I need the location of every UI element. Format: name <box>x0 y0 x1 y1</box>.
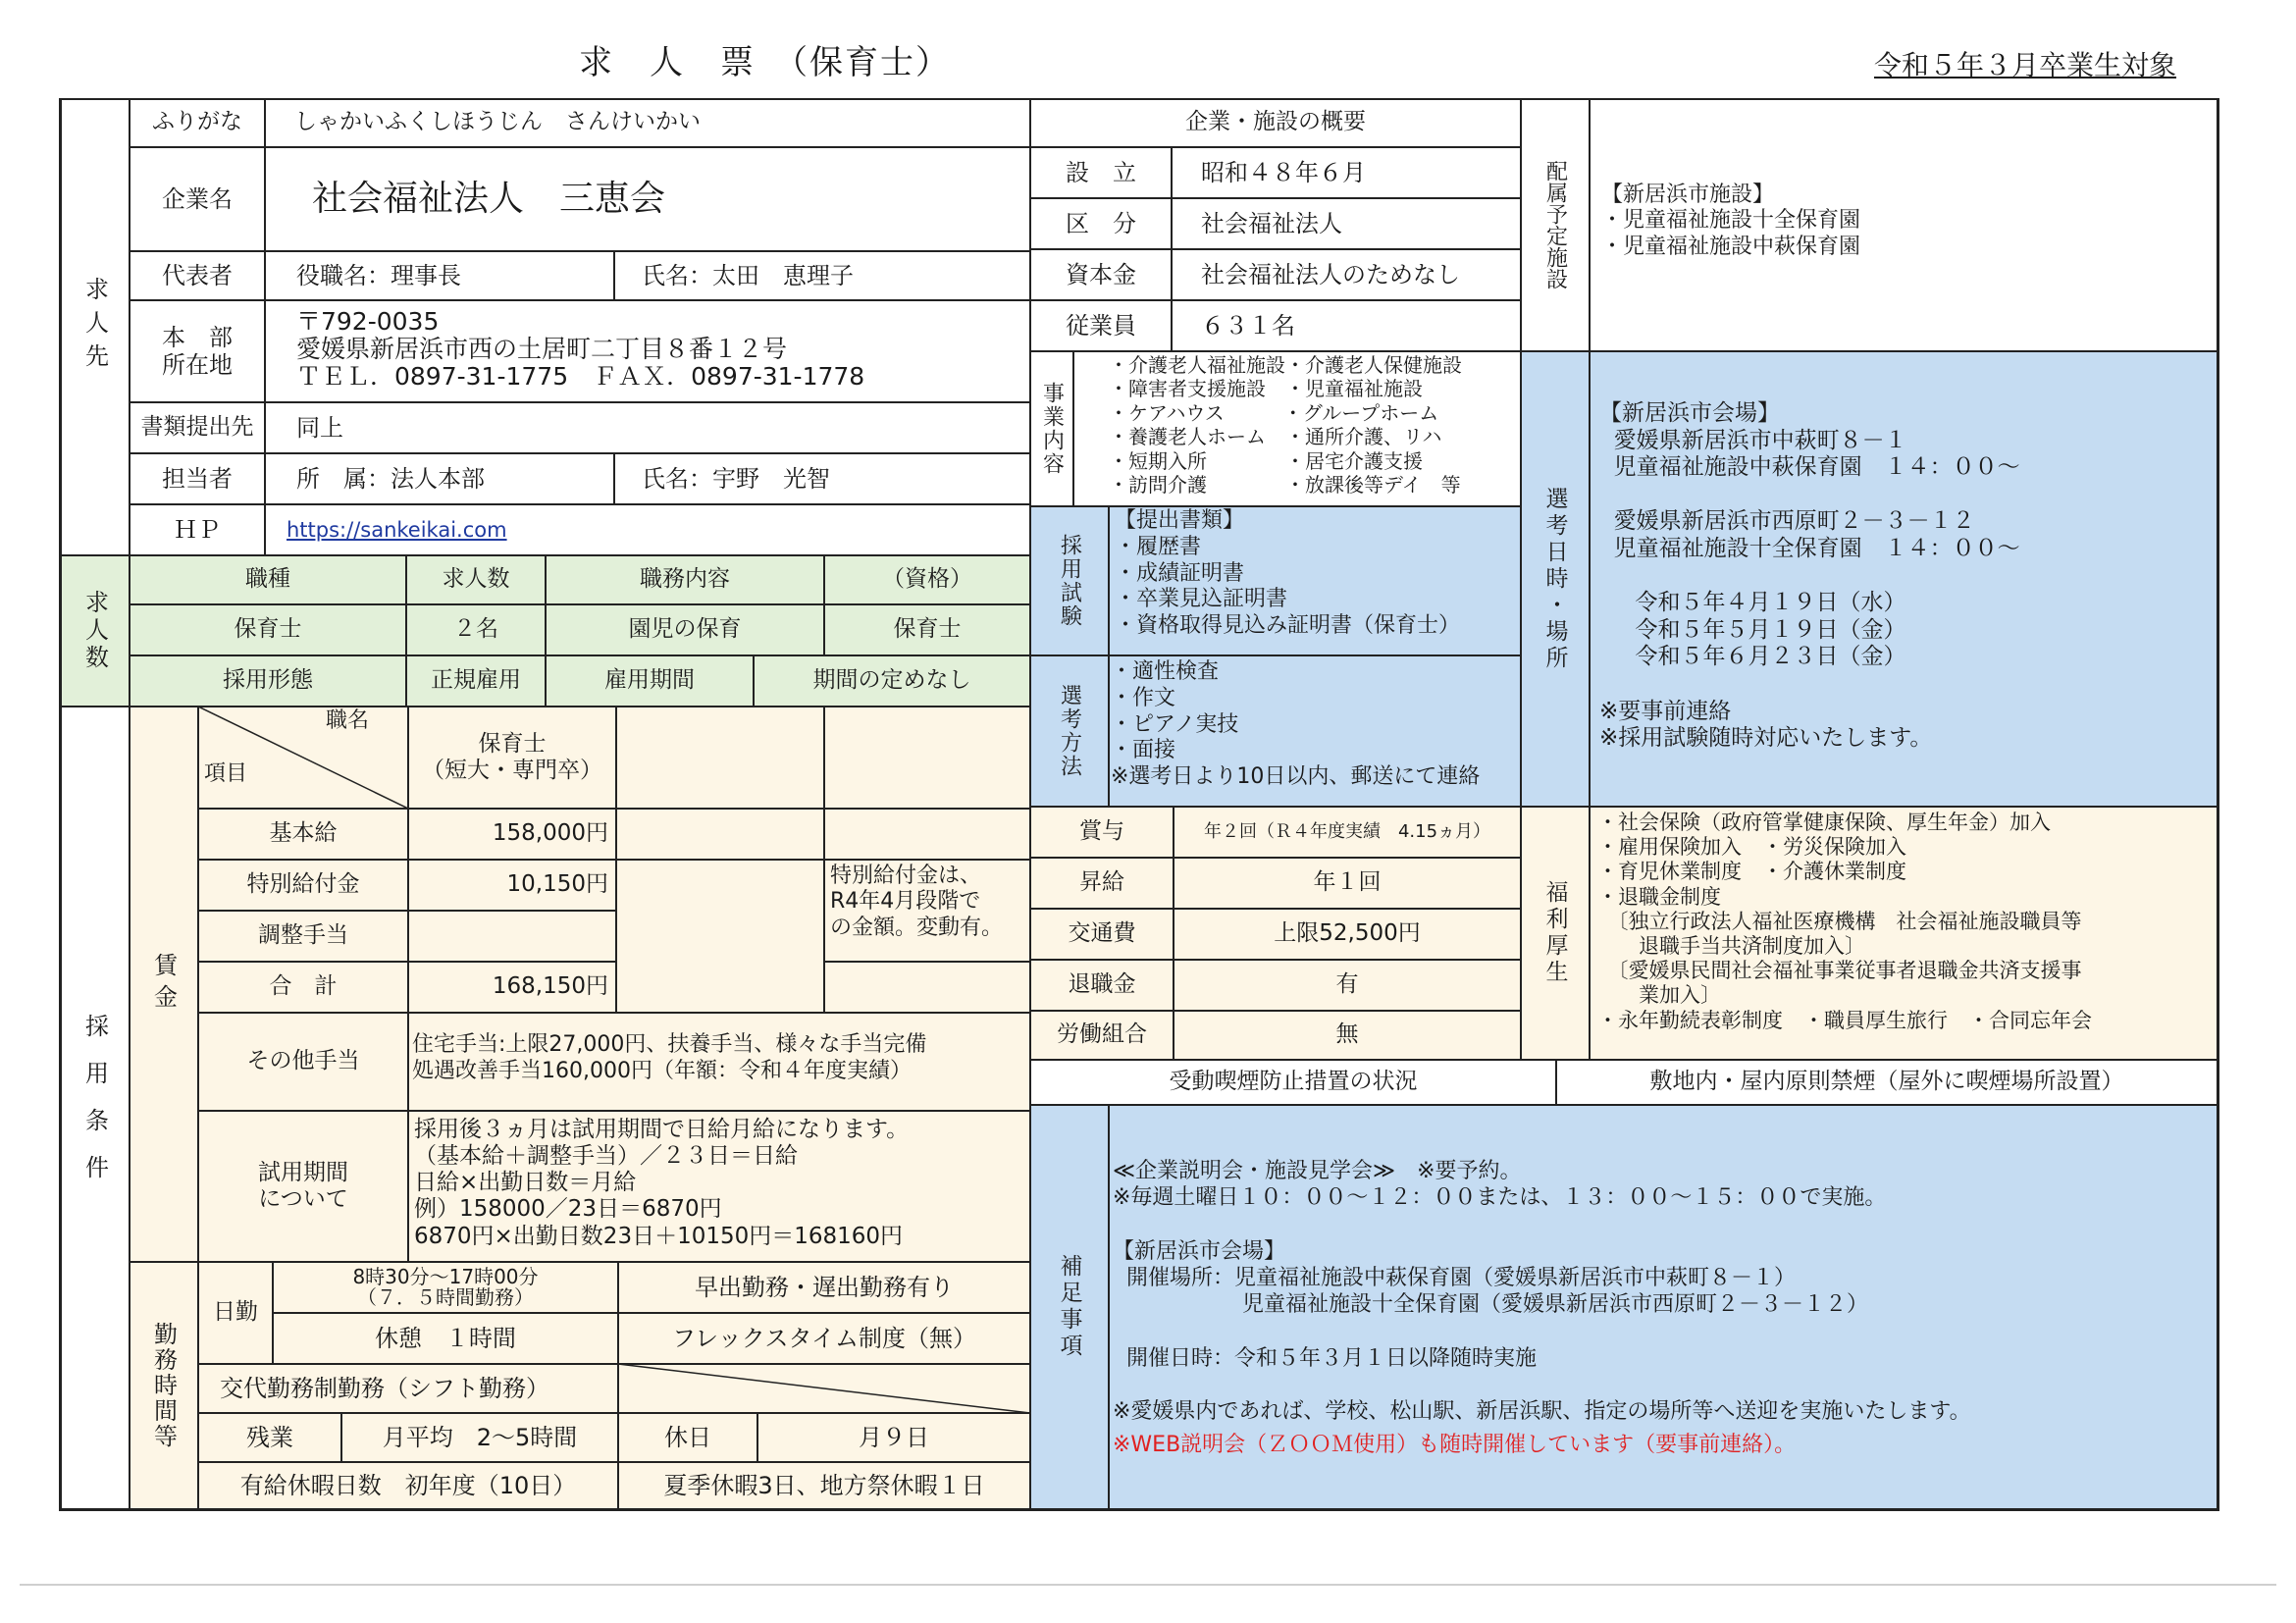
contact-name: 氏名：宇野 光智 <box>642 464 830 493</box>
fukuri-label: 福利厚生 <box>1541 880 1568 986</box>
smoking-label: 受動喫煙防止措置の状況 <box>1169 1069 1418 1095</box>
documents-list: 【提出書類】 ・履歴書 ・成績証明書 ・卒業見込証明書 ・資格取得見込み証明書（保育士） <box>1115 508 1461 639</box>
ov-label-3: 従業員 <box>1066 311 1136 340</box>
wage-blank-0 <box>616 809 824 860</box>
notes-red-text: ※WEB説明会（ＺＯＯＭ使用）も随時開催しています（要事前連絡）。 <box>1113 1433 1797 1457</box>
ben-value-1: 年１回 <box>1313 869 1382 896</box>
op-r0-text: 保育士 <box>234 616 302 643</box>
ben-value-2: 上限52,500円 <box>1274 920 1421 947</box>
flex-time: フレックスタイム制度（無） <box>671 1324 977 1352</box>
ov-value-2: 社会福祉法人のためなし <box>1201 260 1460 288</box>
wage-value-2 <box>408 911 616 962</box>
overtime-label: 残業 <box>246 1423 293 1451</box>
blank-col-b <box>824 707 1030 809</box>
overview-heading: 企業・施設の概要 <box>1185 109 1366 135</box>
contact-label: 担当者 <box>162 464 233 493</box>
kyujinsaki-label: 求人先 <box>80 277 109 377</box>
saiyo-label: 採用条件 <box>80 1014 109 1202</box>
break-time: 休憩 １時間 <box>375 1324 516 1352</box>
ov-label-1: 区 分 <box>1066 209 1136 237</box>
early-late: 早出勤務・遅出勤務有り <box>695 1273 954 1301</box>
op-h1-text: 求人数 <box>442 566 510 593</box>
wage-value-1: 10,150円 <box>506 871 608 898</box>
wage-label-0: 基本給 <box>269 820 338 847</box>
ov-value-1: 社会福祉法人 <box>1201 209 1342 237</box>
period-value: 期間の定めなし <box>812 667 971 694</box>
rep-label: 代表者 <box>162 261 233 289</box>
assignment-text: 【新居浜市施設】 ・児童福祉施設十全保育園 ・児童福祉施設中萩保育園 <box>1601 183 1861 259</box>
holiday-label: 休日 <box>664 1423 711 1451</box>
ben-value-4: 無 <box>1335 1021 1359 1048</box>
op-r1-text: ２名 <box>453 616 498 643</box>
op-h3-text: （資格） <box>882 566 972 593</box>
shokumei-label: 職名 <box>326 708 370 733</box>
ben-value-3: 有 <box>1335 971 1359 998</box>
page-bottom-line <box>20 1584 2276 1586</box>
wage-blank-col-mid <box>616 860 824 1013</box>
wage-blank3 <box>824 962 1030 1013</box>
corner-diagonal <box>198 707 408 809</box>
target-label: 令和５年３月卒業生対象 <box>1874 49 2177 81</box>
hq-label: 本 部 所在地 <box>162 323 233 379</box>
business-list: ・介護老人福祉施設・介護老人保健施設 ・障害者支援施設 ・児童福祉施設 ・ケアハウス ・グループホーム ・養護老人ホーム ・通所介護、リハ ・短期入所 ・居宅介護支援 ・訪問介護 ・放課後等デイ 等 <box>1109 353 1462 497</box>
ben-label-0: 賞与 <box>1079 818 1124 845</box>
other-label: その他手当 <box>246 1048 360 1074</box>
ben-label-2: 交通費 <box>1068 920 1136 947</box>
ben-label-3: 退職金 <box>1068 971 1136 998</box>
op-h2-text: 職務内容 <box>640 566 730 593</box>
period-label: 雇用期間 <box>604 667 695 694</box>
schedule-text: 【新居浜市会場】 愛媛県新居浜市中萩町８－１ 児童福祉施設中萩保育園 １４：００～ 愛媛県新居浜市西原町２－３－１２ 児童福祉施設十全保育園 １４：００～ 令和５年４月１９日（水） 令和５年５月１９日（金） 令和５年６月２３日（金） ※要事前連絡 ※採用試験随時対応いたします。 <box>1599 400 2020 752</box>
kyujinsu-label: 求人数 <box>80 590 109 672</box>
rep-name: 氏名：太田 恵理子 <box>642 261 854 289</box>
emp-type-label: 採用形態 <box>223 667 313 694</box>
smoking-value: 敷地内・屋内原則禁煙（屋外に喫煙場所設置） <box>1649 1069 2124 1095</box>
company-name: 社会福祉法人 三恵会 <box>312 178 666 219</box>
hosoku-label: 補足事項 <box>1056 1254 1082 1360</box>
trial-label: 試用期間 について <box>258 1159 348 1212</box>
wage-label-1: 特別給付金 <box>246 871 360 898</box>
shift-diagonal <box>618 1364 1030 1413</box>
page-title: 求 人 票 （保育士） <box>579 43 951 82</box>
op-h0-text: 職種 <box>245 566 290 593</box>
ov-label-2: 資本金 <box>1066 260 1136 288</box>
ov-label-0: 設 立 <box>1066 158 1136 186</box>
work-hours: 8時30分～17時00分 （７．５時間勤務） <box>352 1265 539 1309</box>
special-note: 特別給付金は、 R4年4月段階で の金額。変動有。 <box>830 864 1004 940</box>
method-list: ・適性検査 ・作文 ・ピアノ実技 ・面接 ※選考日より10日以内、郵送にて連絡 <box>1111 659 1481 790</box>
ben-value-0: 年２回（Ｒ４年度実績 4.15ヵ月） <box>1203 821 1491 843</box>
day-label: 日勤 <box>213 1299 258 1326</box>
furigana-label: ふりがな <box>152 109 242 135</box>
furigana-value: しゃかいふくしほうじん さんけいかい <box>294 109 701 135</box>
emp-type: 正規雇用 <box>431 667 521 694</box>
op-r2-text: 園児の保育 <box>628 616 742 643</box>
submit-cell <box>265 402 1030 453</box>
overtime-value: 月平均 2～5時間 <box>382 1423 578 1451</box>
wage-value-3: 168,150円 <box>492 973 608 1000</box>
company-name-label: 企業名 <box>162 184 233 213</box>
komoku-label: 項目 <box>204 761 248 786</box>
wage-value-0: 158,000円 <box>492 820 608 847</box>
hp-link[interactable]: https://sankeikai.com <box>287 517 507 542</box>
blank-col-a <box>616 707 824 809</box>
other-text: 住宅手当:上限27,000円、扶養手当、様々な手当完備 処遇改善手当160,000円（年額：令和４年度実績） <box>412 1032 927 1083</box>
senkonichiji-label: 選考日時・場所 <box>1541 486 1568 672</box>
wage-label-2: 調整手当 <box>258 922 348 949</box>
hq-address: 〒792-0035 愛媛県新居浜市西の土居町二丁目８番１２号 ＴＥＬ．0897-31-1775 ＦＡＸ．0897-31-1778 <box>296 307 865 391</box>
wage-blank2-0 <box>824 809 1030 860</box>
haizoku-label: 配属予定施設 <box>1542 160 1568 289</box>
welfare-text: ・社会保険（政府管掌健康保険、厚生年金）加入 ・雇用保険加入 ・労災保険加入 ・育児休業制度 ・介護休業制度 ・退職金制度 〔独立行政法人福祉医療機構 社会福祉施設職員等 退職手当共済制度加入〕 〔愛媛県民間社会福祉事業従事者退職金共済支援事 業加入〕 ・永年勤続表彰制度 ・職員厚生旅行 ・合同忘年会 <box>1597 811 2092 1032</box>
wage-position: 保育士 （短大・専門卒） <box>422 730 602 783</box>
op-r3-text: 保育士 <box>893 616 962 643</box>
ov-value-0: 昭和４８年６月 <box>1201 158 1366 186</box>
submit-value: 同上 <box>296 413 343 442</box>
notes-text: ≪企業説明会・施設見学会≫ ※要予約。 ※毎週土曜日１０：００～１２：００または、１３：００～１５：００で実施。 【新居浜市会場】 開催場所：児童福祉施設中萩保育園（愛媛県新居浜市中萩町８－１） 児童福祉施設十全保育園（愛媛県新居浜市西原町２－３－１２） 開催日時：令和５年３月１日以降随時実施 ※愛媛県内であれば、学校、松山駅、新居浜駅、指定の場所等へ送迎を実施いたします。 <box>1113 1159 1971 1425</box>
rep-title: 役職名：理事長 <box>296 261 461 289</box>
leave-value: 夏季休暇3日、地方祭休暇１日 <box>663 1471 985 1499</box>
shift-label: 交代勤務制勤務（シフト勤務） <box>220 1374 549 1402</box>
holiday-value: 月９日 <box>859 1423 929 1451</box>
saiyoshiken-label: 採用試験 <box>1057 534 1082 628</box>
ov-value-3: ６３１名 <box>1201 311 1295 340</box>
senkohoho-label: 選考方法 <box>1057 684 1082 778</box>
trial-text: 採用後３ヵ月は試用期間で日給月給になります。 （基本給＋調整手当）／２３日＝日給 日給×出勤日数＝月給 例）158000／23日＝6870円 6870円×出勤日数23日＋10150円＝168160円 <box>414 1117 910 1249</box>
hp-label: ＨＰ <box>174 515 221 544</box>
contact-dept: 所 属：法人本部 <box>296 464 485 493</box>
leave-label: 有給休暇日数 初年度（10日） <box>239 1471 577 1499</box>
ben-label-1: 昇給 <box>1079 869 1124 896</box>
submit-label: 書類提出先 <box>140 414 254 441</box>
kinmu-label: 勤務時間等 <box>149 1322 178 1449</box>
chingin-label: 賃金 <box>149 953 178 1016</box>
jigyo-label: 事業内容 <box>1039 382 1065 476</box>
wage-label-3: 合 計 <box>269 973 338 1000</box>
ben-label-4: 労働組合 <box>1057 1021 1147 1048</box>
